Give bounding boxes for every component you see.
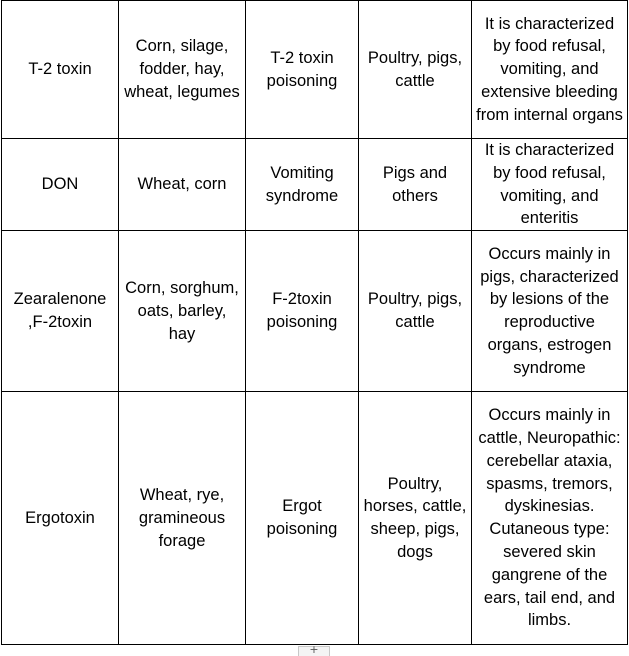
disease-cell[interactable]: T-2 toxin poisoning (246, 1, 359, 139)
add-row-button[interactable] (298, 643, 330, 656)
table-row (2, 1, 628, 139)
hosts-cell[interactable]: Poultry, pigs, cattle (359, 1, 472, 139)
hosts-cell[interactable]: Pigs and others (359, 139, 472, 231)
plus-icon: + (309, 643, 319, 656)
toxin-cell[interactable]: T-2 toxin (2, 1, 119, 139)
disease-cell[interactable]: Ergot poisoning (246, 392, 359, 645)
table-row (2, 231, 628, 392)
symptoms-cell[interactable]: Occurs mainly in pigs, characterized by lesions of the reproductive organs, estrogen syndrome (472, 231, 628, 392)
disease-cell[interactable]: Vomiting syndrome (246, 139, 359, 231)
sources-cell[interactable]: Corn, sorghum, oats, barley, hay (119, 231, 246, 392)
toxin-cell[interactable]: DON (2, 139, 119, 231)
symptoms-cell[interactable]: It is characterized by food refusal, vomiting, and enteritis (472, 139, 628, 231)
sources-cell[interactable]: Corn, silage, fodder, hay, wheat, legumes (119, 1, 246, 139)
hosts-cell[interactable]: Poultry, horses, cattle, sheep, pigs, dogs (359, 392, 472, 645)
symptoms-cell[interactable]: Occurs mainly in cattle, Neuropathic: cerebellar ataxia, spasms, tremors, dyskinesias. Cutaneous type: severed skin gangrene of the ears, tail end, and limbs. (472, 392, 628, 645)
toxin-cell[interactable]: Ergotoxin (2, 392, 119, 645)
symptoms-cell[interactable]: It is characterized by food refusal, vomiting, and extensive bleeding from internal organs (472, 1, 628, 139)
mycotoxin-table (1, 0, 628, 645)
sources-cell[interactable]: Wheat, corn (119, 139, 246, 231)
hosts-cell[interactable]: Poultry, pigs, cattle (359, 231, 472, 392)
disease-cell[interactable]: F-2toxin poisoning (246, 231, 359, 392)
table-row (2, 139, 628, 231)
sources-cell[interactable]: Wheat, rye, gramineous forage (119, 392, 246, 645)
table-row (2, 392, 628, 645)
toxin-cell[interactable]: Zearalenone ,F-2toxin (2, 231, 119, 392)
